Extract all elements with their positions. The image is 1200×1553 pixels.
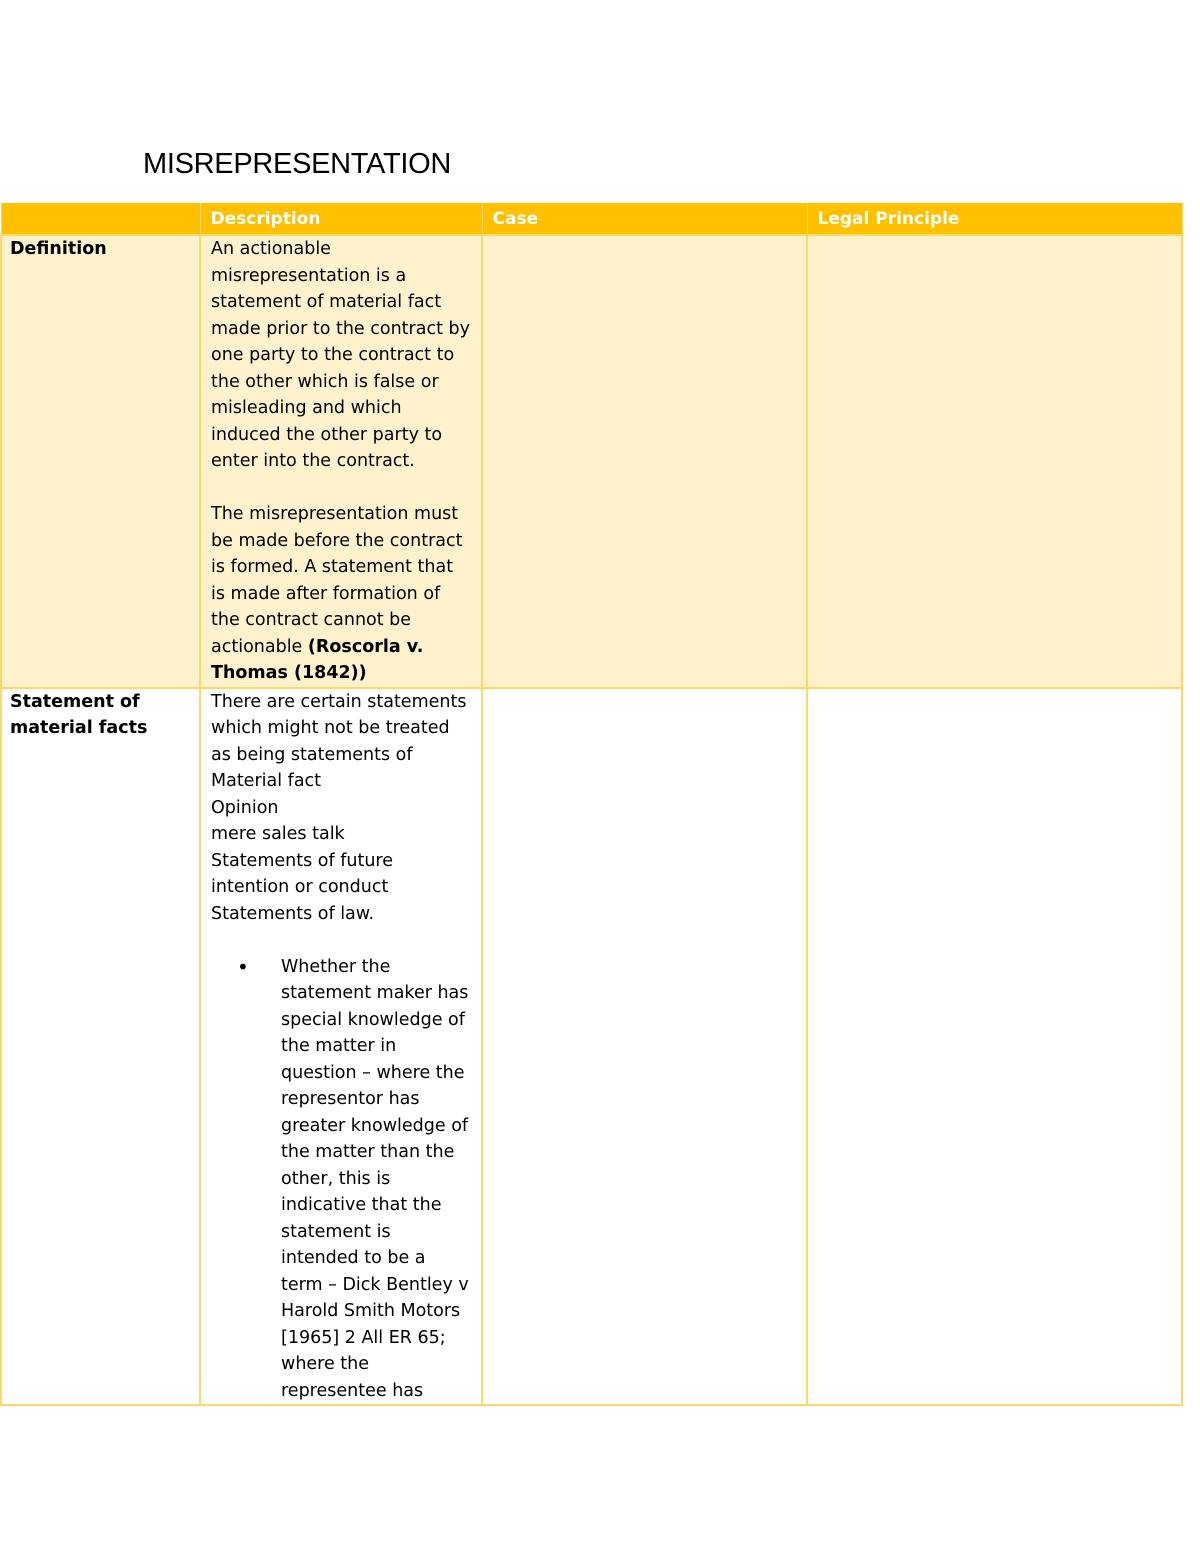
bullet-text: Whether the statement maker has special knowledge of the matter in question – where the representor has greater knowledge of the matter than the other, this is indicative that the statement is intended to be a term – Dick Bentley v Harold Smith Motors [1965] 2 All ER 65; where the representee has <box>281 956 469 1401</box>
case-cell <box>482 688 807 1406</box>
row-label: Statement of material facts <box>1 688 200 1406</box>
timing-text: The misrepresentation must be made before the contract is formed. A statement that is made after formation of the contract cannot be actionable <box>211 504 463 657</box>
definition-paragraph: An actionable misrepresentation is a statement of material fact made prior to the contract by one party to the contract to the other which is false or misleading and which induced the other party to enter into the contract. <box>211 239 470 471</box>
bullet-icon: • <box>237 954 249 979</box>
bullet-list <box>211 954 471 1405</box>
statement-type-item: mere sales talk <box>211 824 345 844</box>
case-citation: (Roscorla v. Thomas (1842)) <box>211 636 424 683</box>
table-row <box>1 688 1182 1406</box>
statements-intro: There are certain statements which might not be treated as being statements of <box>211 691 467 765</box>
legal-principle-cell <box>807 235 1182 688</box>
table-header-row <box>1 204 1182 236</box>
statement-type-item: Statements of future intention or conduct <box>211 850 393 897</box>
table-row <box>1 235 1182 688</box>
header-legal-principle: Legal Principle <box>807 204 1182 236</box>
description-cell <box>200 235 482 688</box>
legal-principle-cell <box>807 688 1182 1406</box>
header-case: Case <box>482 204 807 236</box>
description-cell <box>200 688 482 1406</box>
timing-paragraph <box>211 501 471 687</box>
notes-table <box>0 203 1183 1406</box>
header-topic <box>1 204 200 236</box>
header-description: Description <box>200 204 482 236</box>
list-item <box>237 954 471 1405</box>
statement-type-item: Material fact <box>211 771 322 791</box>
page-title: MISREPRESENTATION <box>143 148 452 180</box>
statement-type-item: Opinion <box>211 797 279 818</box>
case-cell <box>482 235 807 688</box>
statement-type-item: Statements of law. <box>211 903 375 924</box>
row-label: Definition <box>1 235 200 688</box>
